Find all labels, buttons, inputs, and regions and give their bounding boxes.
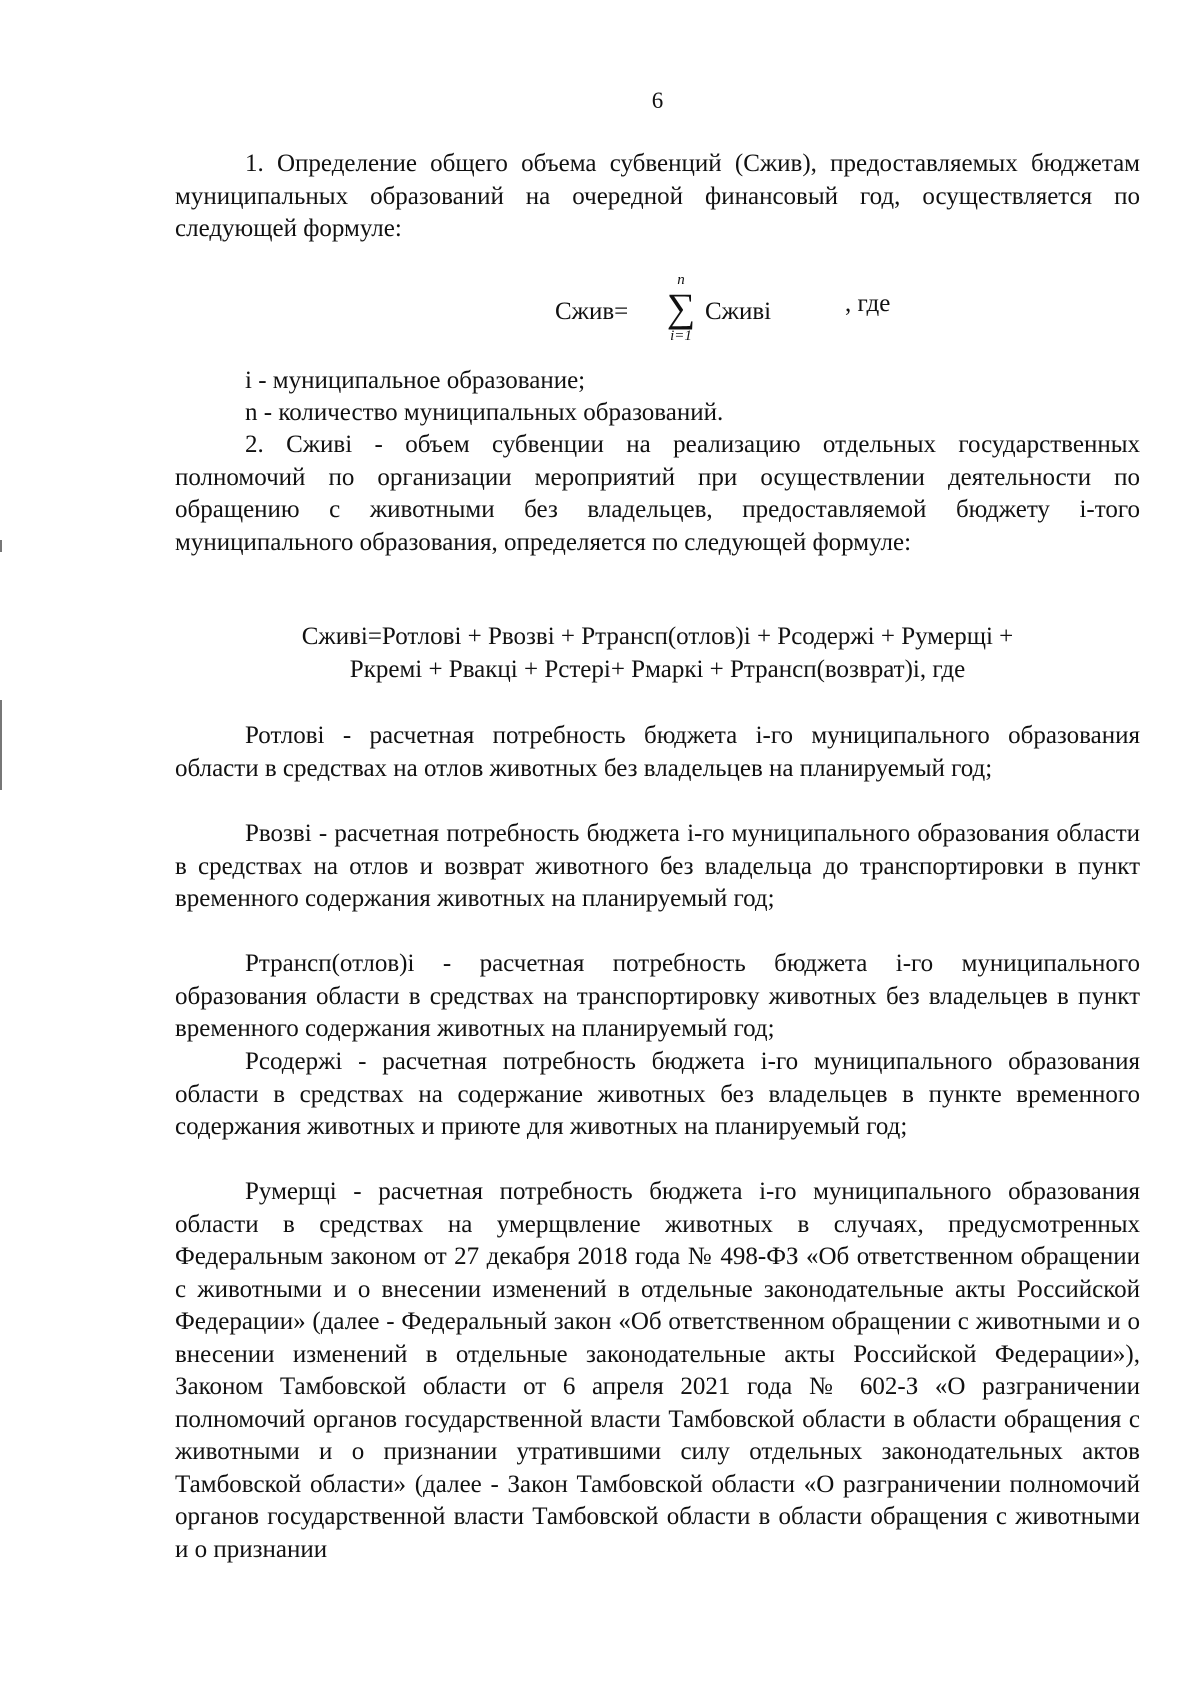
sigma-block (661, 272, 701, 344)
sigma-symbol: ∑ (666, 285, 696, 330)
scan-edge-mark (0, 540, 2, 552)
cost-formula (175, 620, 1140, 686)
cost-formula-line-2: Ркремi + Рвакцi + Рстерi+ Рмаркi + Ртрансп(возврат)i, где (349, 656, 966, 683)
scan-edge-mark (0, 700, 2, 790)
paragraph-1: 1. Определение общего объема субвенций (Сжив), предоставляемых бюджетам муниципальных образований на очередной финансовый год, осуществляется по следующей формуле: (175, 150, 1140, 242)
definition-rumershch: Румерщi - расчетная потребность бюджета i-го муниципального образования области в средствах на умерщвление животных в случаях, предусмотренных Федеральным законом от 27 декабря 2018 года № 498-ФЗ «Об ответственном обращении с животными и о внесении изменений в отдельные законодательные акты Российской Федерации» (далее - Федеральный закон «Об ответственном обращении с животными и о внесении изменений в отдельные законодательные акты Российской Федерации»), Законом Тамбовской области от 6 апреля 2021 года № 602-З «О разграничении полномочий органов государственной власти Тамбовской области в области обращения с животными и о признании утратившими силу отдельных законодательных актов Тамбовской области» (далее - Закон Тамбовской области «О разграничении полномочий органов государственной власти Тамбовской области в области обращения с животными и о признании (175, 1178, 1140, 1563)
definition-rsoderzh: Рсодержi - расчетная потребность бюджета i-го муниципального образования области в средствах на содержание животных без владельцев в пункте временного содержания животных и приюте для животных на планируемый год; (175, 1048, 1140, 1140)
page-number: 6 (651, 88, 664, 113)
cost-formula-line-1: Сживi=Ротловi + Рвозвi + Ртрансп(отлов)i + Рсодержi + Румерщi + (301, 623, 1014, 650)
formula-lhs: Сжив= (555, 298, 629, 325)
definition-rvozv: Рвозвi - расчетная потребность бюджета i-го муниципального образования области в средствах на отлов и возврат животного без владельца до транспортировки в пункт временного содержания животных на планируемый год; (175, 820, 1140, 912)
definition-i: i - муниципальное образование; (245, 367, 586, 394)
formula-rhs: Сживi (705, 298, 772, 325)
definition-rtransp: Ртрансп(отлов)i - расчетная потребность бюджета i-го муниципального образования области в средствах на транспортировку животных без владельцев в пункт временного содержания животных на планируемый год; (175, 950, 1140, 1042)
sum-lower-limit: i=1 (670, 328, 692, 344)
paragraph-2: 2. Сживi - объем субвенции на реализацию отдельных государственных полномочий по организации мероприятий при осуществлении деятельности по обращению с животными без владельцев, предоставляемой бюджету i-того муниципального образования, определяется по следующей формуле: (175, 431, 1140, 556)
sum-upper-limit: n (677, 272, 685, 288)
definition-n: n - количество муниципальных образований. (245, 399, 724, 426)
formula-suffix: , где (845, 290, 891, 317)
definition-rotlov: Ротловi - расчетная потребность бюджета i-го муниципального образования области в средствах на отлов животных без владельцев на планируемый год; (175, 722, 1140, 782)
document-page (175, 0, 1140, 1697)
